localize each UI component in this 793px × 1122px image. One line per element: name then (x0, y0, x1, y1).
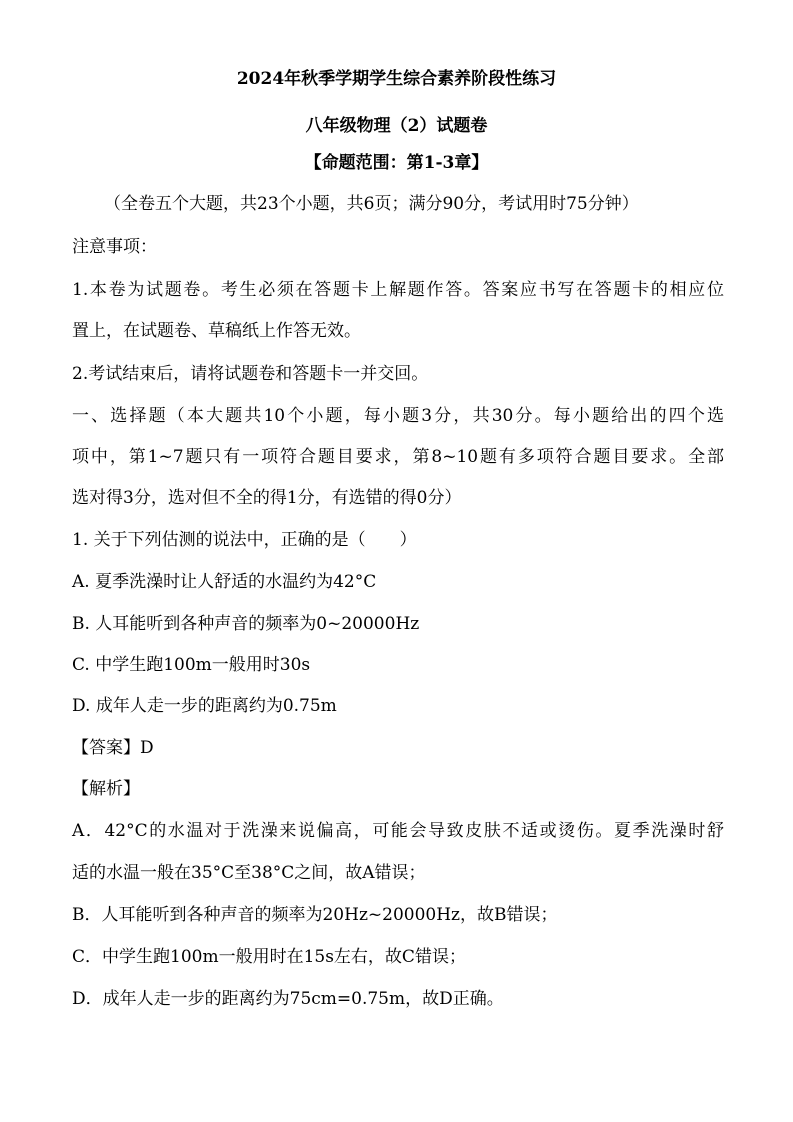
question-1-option-c: C. 中学生跑100m一般用时30s (72, 655, 311, 675)
analysis-c: C．中学生跑100m一般用时在15s左右，故C错误； (72, 947, 466, 967)
answer-label: 【答案】D (72, 738, 154, 758)
exam-info: （全卷五个大题，共23个小题，共6页；满分90分，考试用时75分钟） (104, 194, 639, 214)
section-1-line-3: 选对得3分，选对但不全的得1分，有选错的得0分） (72, 488, 462, 508)
question-1-option-b: B. 人耳能听到各种声音的频率为0~20000Hz (72, 614, 420, 634)
notice-item-2: 2.考试结束后，请将试题卷和答题卡一并交回。 (72, 364, 429, 384)
section-1-line-1: 一、选择题（本大题共10个小题，每小题3分，共30分。每小题给出的四个选 (72, 406, 724, 426)
analysis-a-line-1: A．42°C的水温对于洗澡来说偏高，可能会导致皮肤不适或烫伤。夏季洗澡时舒 (72, 821, 724, 841)
question-1-stem: 1. 关于下列估测的说法中，正确的是（ ） (72, 530, 417, 550)
question-1-option-a: A. 夏季洗澡时让人舒适的水温约为42°C (72, 572, 377, 592)
section-1-line-2: 项中，第1~7题只有一项符合题目要求，第8~10题有多项符合题目要求。全部 (72, 447, 724, 467)
analysis-d: D．成年人走一步的距离约为75cm=0.75m，故D正确。 (72, 989, 504, 1009)
notice-item-1-line-1: 1.本卷为试题卷。考生必须在答题卡上解题作答。答案应书写在答题卡的相应位 (72, 280, 724, 300)
analysis-heading: 【解析】 (72, 779, 140, 799)
question-1-option-d: D. 成年人走一步的距离约为0.75m (72, 696, 337, 716)
analysis-b: B．人耳能听到各种声音的频率为20Hz~20000Hz，故B错误； (72, 905, 558, 925)
notice-heading: 注意事项： (72, 237, 157, 257)
exam-subtitle: 八年级物理（2）试题卷 (305, 116, 488, 136)
analysis-a-line-2: 适的水温一般在35°C至38°C之间，故A错误； (72, 863, 426, 883)
exam-scope: 【命题范围：第1-3章】 (304, 153, 489, 173)
notice-item-1-line-2: 置上，在试题卷、草稿纸上作答无效。 (72, 321, 361, 341)
exam-title: 2024年秋季学期学生综合素养阶段性练习 (236, 69, 557, 89)
